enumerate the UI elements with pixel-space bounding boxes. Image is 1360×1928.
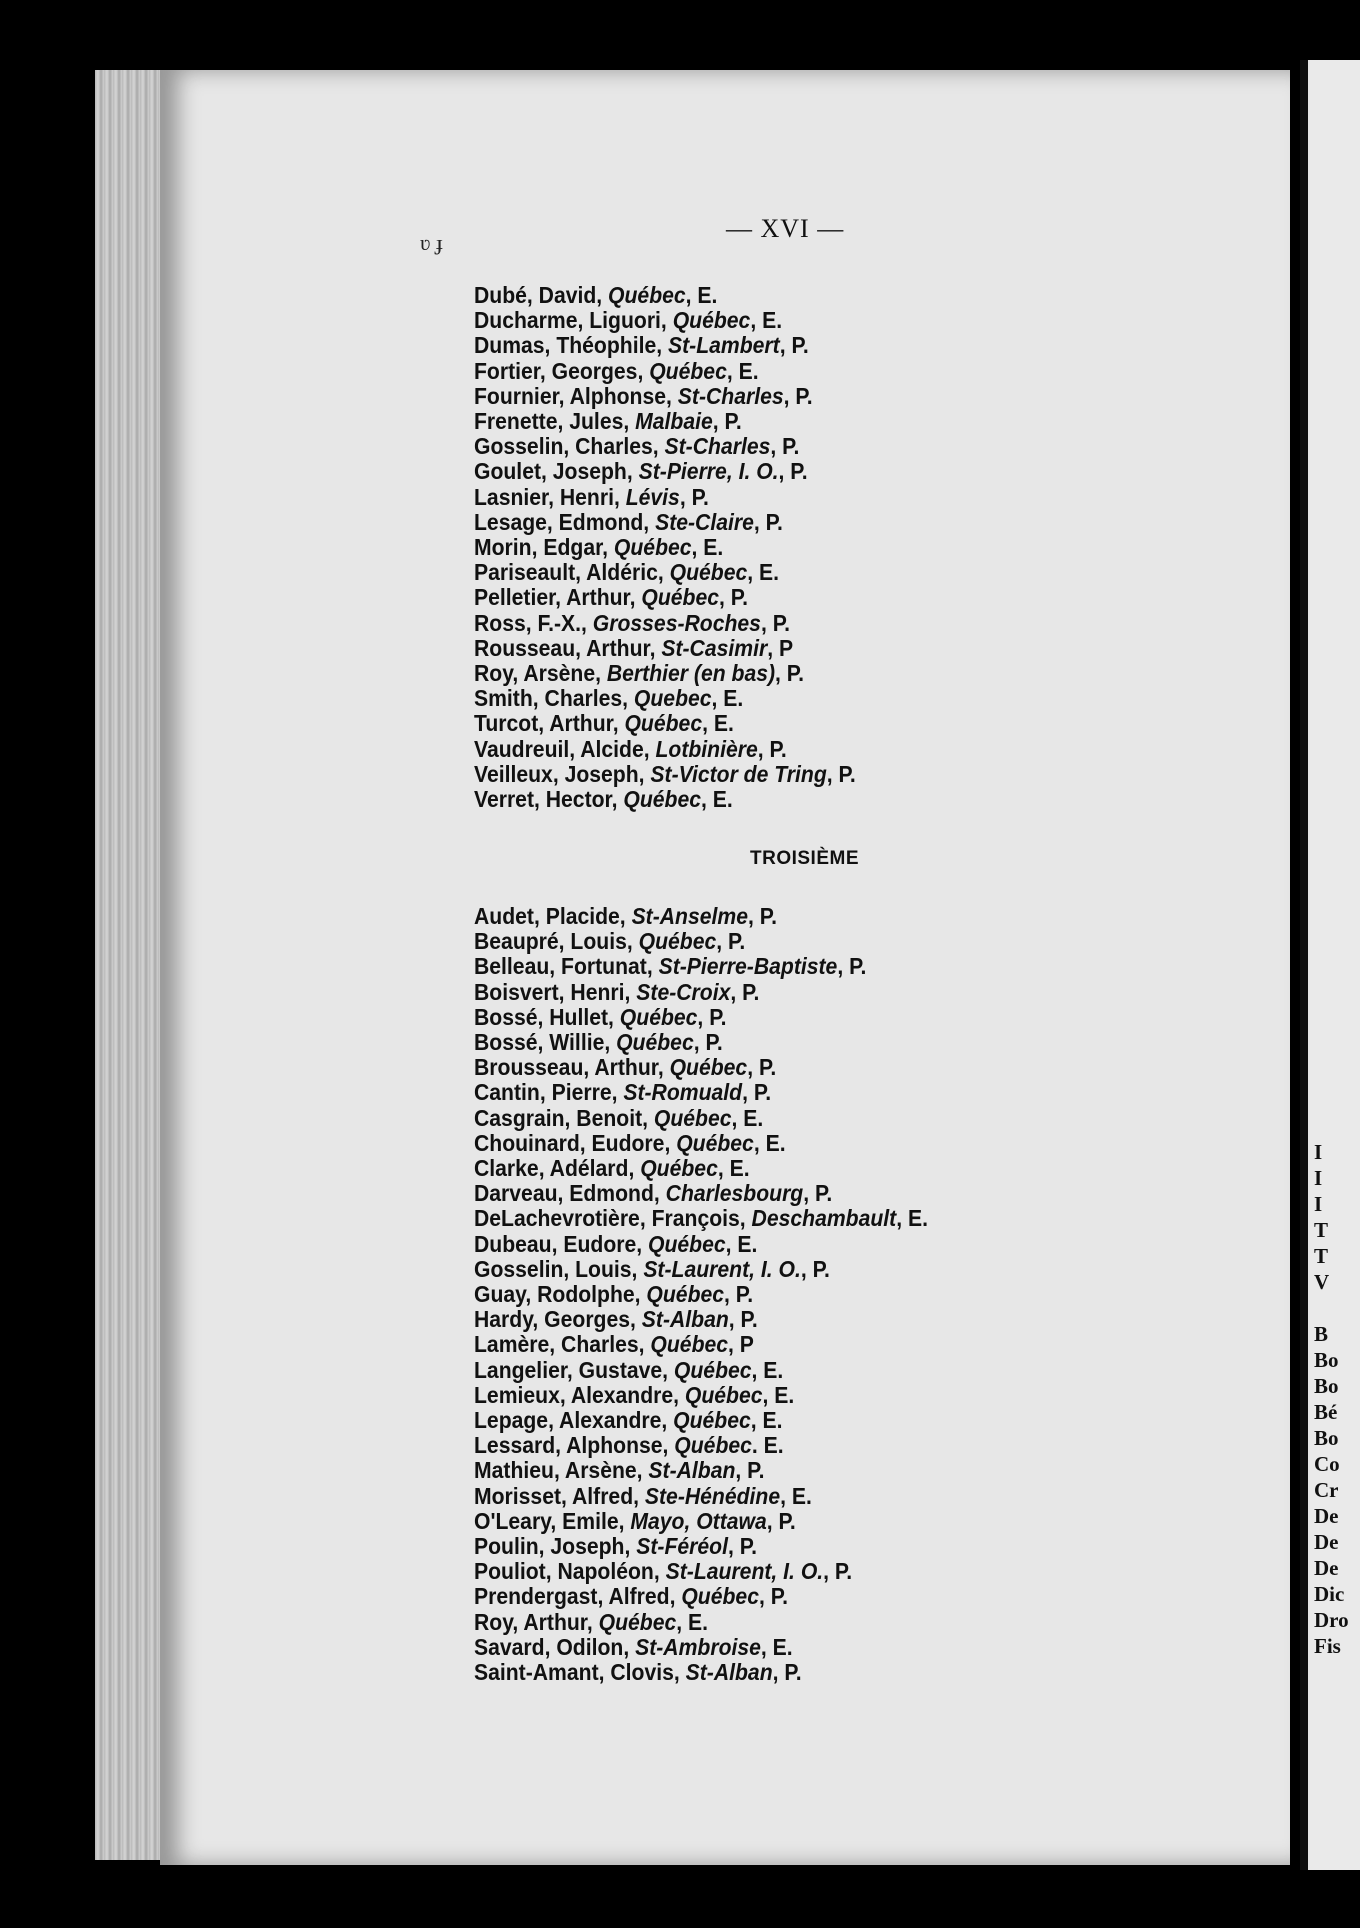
student-place: St-Féréol [636,1533,728,1560]
student-status: , P. [730,978,760,1005]
list-item [474,308,856,333]
student-name: Ross, F.-X., [474,609,593,636]
student-place: Québec [624,710,703,737]
student-status: , P. [728,1306,758,1333]
student-status: , P. [753,508,783,535]
student-place: Québec [598,1608,677,1635]
student-place: Québec [640,1155,718,1182]
student-name: Poulin, Joseph, [474,1533,637,1560]
student-name: O'Leary, Emile, [474,1507,631,1534]
student-status: , E. [717,1155,750,1182]
student-name: Dubé, David, [474,282,609,308]
list-item [474,1534,928,1559]
list-item [474,1181,928,1206]
list-item [474,1282,928,1307]
facing-page-fragment: B [1314,1322,1329,1346]
student-place: Québec [613,534,692,561]
student-name: Lessard, Alphonse, [474,1432,675,1459]
student-place: St-Victor de Tring [650,760,827,787]
student-name: Langelier, Gustave, [474,1356,674,1383]
list-item [474,1559,928,1584]
student-place: Mayo, Ottawa [630,1507,767,1534]
list-item [474,283,856,308]
student-status: , P. [758,1583,788,1610]
student-name: Boisvert, Henri, [474,978,637,1005]
list-item [474,1332,928,1357]
student-place: Québec [676,1129,754,1156]
page-number: — XVI — [726,214,845,243]
student-name: Lepage, Alexandre, [474,1407,674,1434]
student-status: , E. [726,357,759,384]
student-place: Malbaie [635,408,713,435]
student-place: Québec [641,584,720,611]
list-item [474,980,928,1005]
list-item [474,1257,928,1282]
student-place: St-Charles [664,433,771,460]
list-item [474,636,856,661]
facing-page-fragment: I [1314,1192,1323,1216]
list-item [474,1030,928,1055]
student-name: Gosselin, Louis, [474,1255,644,1282]
student-status: , P. [716,928,746,955]
student-place: Québec [653,1104,732,1131]
student-name: Ducharme, Liguori, [474,307,673,334]
facing-page-fragment: Cr [1314,1478,1339,1502]
list-item [474,510,856,535]
student-status: , P. [760,609,790,636]
student-status: . E. [751,1432,784,1459]
student-name: Morin, Edgar, [474,534,614,561]
student-status: , P. [719,584,749,611]
student-name: Smith, Charles, [474,685,634,712]
list-item [474,762,856,787]
list-item [474,1660,928,1685]
student-place: Québec [638,928,717,955]
student-place: St-Pierre-Baptiste [658,953,838,980]
list-item [474,1358,928,1383]
student-place: Québec [673,1407,751,1434]
student-status: , P. [770,433,800,460]
student-name: Guay, Rodolphe, [474,1281,647,1308]
student-place: St-Anselme [631,903,748,929]
facing-page-strip [1300,60,1360,1870]
student-status: , E. [750,1407,783,1434]
list-item [474,1005,928,1030]
list-item [474,1131,928,1156]
student-place: Québec [673,1356,752,1383]
student-name: Beaupré, Louis, [474,928,639,955]
student-status: , E. [691,534,724,561]
student-place: Québec [674,1432,752,1459]
student-place: Québec [669,559,748,586]
student-name: Gosselin, Charles, [474,433,665,460]
student-name: Mathieu, Arsène, [474,1457,649,1484]
list-item [474,737,856,762]
student-name: Veilleux, Joseph, [474,760,651,787]
student-place: Quebec [633,685,712,712]
list-item [474,485,856,510]
student-status: , P. [823,1558,853,1585]
student-name: Dubeau, Eudore, [474,1230,649,1257]
student-status: , E. [702,710,734,737]
list-item [474,409,856,434]
student-place: St-Pierre, I. O. [638,458,779,485]
student-name: Lasnier, Henri, [474,483,626,510]
list-item [474,1635,928,1660]
student-place: Québec [684,1381,763,1408]
student-name: Vaudreuil, Alcide, [474,735,656,762]
student-status: , E. [711,685,744,712]
list-item [474,1055,928,1080]
student-list-one [474,283,856,812]
student-name: Lamère, Charles, [474,1331,651,1358]
facing-page-fragment: I [1314,1140,1323,1164]
list-item [474,333,856,358]
student-place: Québec [616,1029,694,1056]
student-name: Hardy, Georges, [474,1306,642,1333]
list-item [474,359,856,384]
student-name: Roy, Arsène, [474,660,607,687]
student-place: St-Alban [641,1306,729,1333]
student-status: , E. [731,1104,764,1131]
student-place: Lévis [625,483,680,510]
student-status: , E. [676,1608,708,1635]
student-status: , P [767,634,794,661]
student-name: Cantin, Pierre, [474,1079,624,1106]
student-status: , E. [685,282,718,308]
list-item [474,560,856,585]
student-name: Casgrain, Benoit, [474,1104,654,1131]
student-status: , E. [762,1381,795,1408]
student-name: Pouliot, Napoléon, [474,1558,666,1585]
student-place: Ste-Claire [655,508,754,535]
student-name: Savard, Odilon, [474,1633,636,1660]
student-place: Québec [681,1583,759,1610]
list-item [474,1584,928,1609]
student-name: Morisset, Alfred, [474,1482,645,1509]
student-place: Québec [648,1230,726,1257]
list-item [474,1509,928,1534]
student-status: , P. [803,1180,833,1207]
student-name: Pariseault, Aldéric, [474,559,670,586]
student-status: , E. [747,559,780,586]
student-place: Ste-Hénédine [644,1482,781,1509]
student-place: Québec [619,1003,698,1030]
student-place: St-Laurent, I. O. [643,1255,801,1282]
student-status: , P. [772,1659,802,1686]
student-place: Berthier (en bas) [606,660,776,687]
facing-page-fragment: Fis [1314,1634,1341,1658]
list-item [474,585,856,610]
list-item [474,1232,928,1257]
list-item [474,1080,928,1105]
list-item [474,384,856,409]
student-status: , P. [724,1281,754,1308]
student-place: Lotbinière [655,735,758,762]
student-status: , P. [747,1054,777,1081]
facing-page-fragment: Bo [1314,1374,1339,1398]
student-status: , P. [775,660,805,687]
student-place: St-Alban [685,1659,773,1686]
student-name: Fournier, Alphonse, [474,382,678,409]
facing-page-fragment: T [1314,1218,1329,1242]
facing-page-fragment: V [1314,1270,1330,1294]
list-item [474,686,856,711]
student-name: Saint-Amant, Clovis, [474,1659,686,1686]
student-place: Charlesbourg [665,1180,804,1207]
list-item [474,1484,928,1509]
student-name: Rousseau, Arthur, [474,634,662,661]
student-name: Roy, Arthur, [474,1608,599,1635]
student-name: Fortier, Georges, [474,357,650,384]
student-status: , E. [780,1482,812,1509]
student-place: Québec [650,1331,729,1358]
student-status: , P. [693,1029,723,1056]
student-place: St-Ambroise [635,1633,761,1660]
student-status: , P. [697,1003,727,1030]
list-item [474,1383,928,1408]
student-name: Lemieux, Alexandre, [474,1381,685,1408]
student-name: Turcot, Arthur, [474,710,625,737]
list-item [474,787,856,812]
facing-page-fragment: T [1314,1244,1329,1268]
list-item [474,1433,928,1458]
facing-page-fragment: Bo [1314,1348,1339,1372]
student-status: , P. [837,953,867,980]
student-name: Prendergast, Alfred, [474,1583,682,1610]
student-status: , E. [896,1205,928,1232]
student-status: , P. [778,458,808,485]
student-name: Pelletier, Arthur, [474,584,642,611]
student-status: , P. [712,408,742,435]
student-status: , E. [700,786,733,813]
student-place: Québec [669,1054,748,1081]
student-place: St-Romuald [623,1079,743,1106]
list-item [474,1206,928,1231]
student-name: Lesage, Edmond, [474,508,656,535]
student-status: , P. [727,1533,757,1560]
list-item [474,661,856,686]
list-item [474,711,856,736]
facing-page-fragment: Dic [1314,1582,1345,1606]
student-name: Dumas, Théophile, [474,332,669,359]
facing-page-fragment: I [1314,1166,1323,1190]
student-status: , P. [735,1457,765,1484]
facing-page-fragment: Dro [1314,1608,1349,1632]
section-heading: TROISIÈME [750,848,860,869]
student-place: Grosses-Roches [592,609,761,636]
student-status: , P. [779,332,809,359]
list-item [474,1458,928,1483]
student-status: , P [728,1331,754,1358]
student-place: Québec [649,357,727,384]
student-status: , P. [742,1079,772,1106]
student-status: , P. [757,735,787,762]
student-place: Ste-Croix [636,978,731,1005]
list-item [474,1408,928,1433]
student-place: Québec [608,282,686,308]
facing-page-fragment: Bo [1314,1426,1339,1450]
student-name: DeLachevrotière, François, [474,1205,752,1232]
student-name: Verret, Hector, [474,786,624,813]
margin-mark: ʋ ɟ [420,230,444,255]
list-item [474,1106,928,1131]
student-status: , P. [826,760,856,787]
student-place: St-Laurent, I. O. [665,1558,824,1585]
list-item [474,954,928,979]
student-name: Bossé, Willie, [474,1029,617,1056]
facing-page-fragment: Bé [1314,1400,1338,1424]
student-place: St-Casimir [661,634,768,661]
student-status: , E. [760,1633,793,1660]
student-status: , E. [751,1356,784,1383]
student-status: , P. [783,382,813,409]
student-name: Chouinard, Eudore, [474,1129,677,1156]
list-item [474,1307,928,1332]
student-place: Québec [672,307,751,334]
student-status: , E. [753,1129,786,1156]
student-status: , P. [747,903,778,929]
list-item [474,1610,928,1635]
student-status: , P. [766,1507,796,1534]
student-status: , E. [725,1230,758,1257]
facing-page-fragment: De [1314,1530,1339,1554]
student-name: Brousseau, Arthur, [474,1054,670,1081]
list-item [474,1156,928,1181]
student-name: Goulet, Joseph, [474,458,639,485]
list-item [474,434,856,459]
student-place: Québec [646,1281,725,1308]
student-name: Belleau, Fortunat, [474,953,659,980]
student-place: St-Alban [648,1457,736,1484]
student-name: Audet, Placide, [474,903,632,929]
list-item [474,929,928,954]
facing-page-fragment: Co [1314,1452,1340,1476]
student-list-two [474,904,928,1685]
student-status: , E. [750,307,783,334]
list-item [474,535,856,560]
student-name: Clarke, Adélard, [474,1155,641,1182]
list-item [474,459,856,484]
student-name: Bossé, Hullet, [474,1003,620,1030]
student-place: Québec [623,786,701,813]
facing-page-fragment: De [1314,1504,1339,1528]
student-name: Frenette, Jules, [474,408,636,435]
facing-page-fragment: De [1314,1556,1339,1580]
student-place: Deschambault [751,1205,897,1232]
student-status: , P. [679,483,709,510]
student-name: Darveau, Edmond, [474,1180,666,1207]
student-place: St-Lambert [668,332,780,359]
student-place: St-Charles [677,382,784,409]
list-item [474,904,928,929]
list-item [474,611,856,636]
student-status: , P. [800,1255,830,1282]
